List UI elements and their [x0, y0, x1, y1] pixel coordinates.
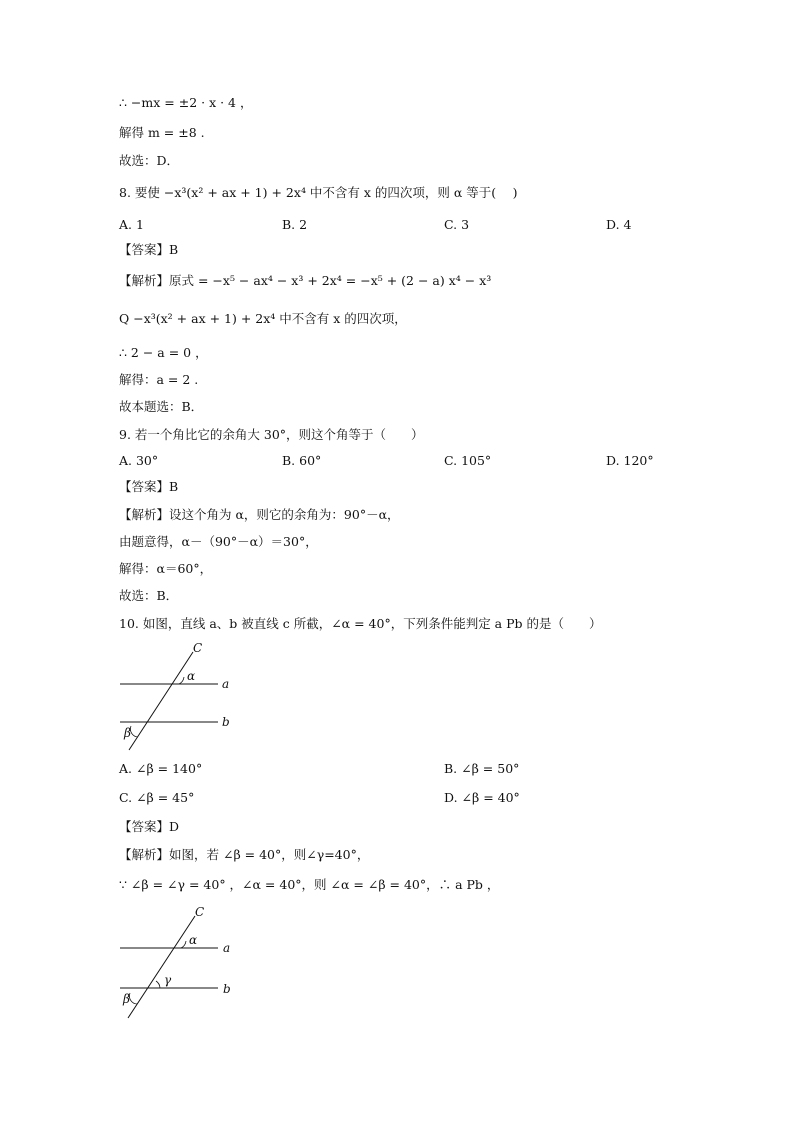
q8-analysis-1: 【解析】原式 = −x⁵ − ax⁴ − x³ + 2x⁴ = −x⁵ + (2 − a) x⁴ − x³ [119, 273, 492, 288]
q10-option-b: B. ∠β = 50° [444, 761, 520, 776]
q8-analysis-3: ∴ 2 − a = 0 ， [119, 345, 208, 360]
q9-analysis-3: 解得：α＝60°， [119, 561, 213, 576]
q8-analysis-5: 故本题选：B． [119, 399, 204, 414]
equation-line: ∴ −mx = ±2 · x · 4 ， [119, 95, 253, 110]
q10-analysis-2: ∵ ∠β = ∠γ = 40° ，∠α = 40°，则 ∠α = ∠β = 40°，∴ a Pb ， [119, 877, 500, 892]
q9-option-b: B. 60° [282, 453, 322, 468]
choice-line: 故选：D． [119, 153, 180, 168]
question-8: 8. 要使 −x³(x² + ax + 1) + 2x⁴ 中不含有 x 的四次项，则 α 等于( ) [119, 185, 518, 200]
q10-analysis-1: 【解析】如图，若 ∠β = 40°，则∠γ=40°， [119, 847, 370, 862]
label-c: C [193, 641, 203, 655]
angle-beta-arc [129, 993, 137, 1004]
label-alpha: α [189, 933, 198, 947]
q8-option-d: D. 4 [606, 217, 632, 232]
question-9: 9. 若一个角比它的余角大 30°，则这个角等于（ ） [119, 427, 424, 442]
label-alpha: α [187, 669, 196, 683]
q8-option-a: A. 1 [119, 217, 144, 232]
label-b: b [222, 715, 230, 729]
q9-option-a: A. 30° [119, 453, 159, 468]
angle-alpha-arc [179, 677, 184, 684]
q10-option-a: A. ∠β = 140° [119, 761, 203, 776]
transversal-figure-1 [115, 640, 240, 755]
angle-alpha-arc [181, 941, 186, 948]
question-10: 10. 如图，直线 a、b 被直线 c 所截，∠α = 40°，下列条件能判定 a Pb 的是（ ） [119, 616, 602, 631]
q10-option-c: C. ∠β = 45° [119, 790, 195, 805]
transversal-figure-2 [115, 902, 240, 1022]
q9-analysis-1: 【解析】设这个角为 α，则它的余角为：90°－α， [119, 507, 400, 522]
q8-analysis-2: Q −x³(x² + ax + 1) + 2x⁴ 中不含有 x 的四次项， [119, 311, 407, 326]
q9-option-c: C. 105° [444, 453, 492, 468]
label-beta: β [123, 992, 130, 1006]
q9-analysis-2: 由题意得，α－（90°－α）＝30°， [119, 534, 318, 549]
q10-option-d: D. ∠β = 40° [444, 790, 520, 805]
label-b: b [223, 982, 231, 996]
q8-option-b: B. 2 [282, 217, 308, 232]
q8-answer: 【答案】B [119, 242, 179, 257]
line-c [129, 652, 196, 750]
angle-beta-arc [130, 726, 138, 737]
q9-answer: 【答案】B [119, 479, 179, 494]
q9-option-d: D. 120° [606, 453, 654, 468]
solution-line: 解得 m = ±8 . [119, 125, 205, 140]
line-c [128, 916, 198, 1018]
label-c: C [195, 905, 205, 919]
label-a: a [223, 941, 231, 955]
q9-analysis-4: 故选：B． [119, 588, 179, 603]
q8-analysis-4: 解得：a = 2 . [119, 372, 199, 387]
angle-gamma-arc [156, 981, 160, 988]
q10-answer: 【答案】D [119, 819, 180, 834]
label-a: a [222, 677, 230, 691]
label-gamma: γ [164, 973, 172, 987]
label-beta: β [124, 726, 131, 740]
q8-option-c: C. 3 [444, 217, 470, 232]
